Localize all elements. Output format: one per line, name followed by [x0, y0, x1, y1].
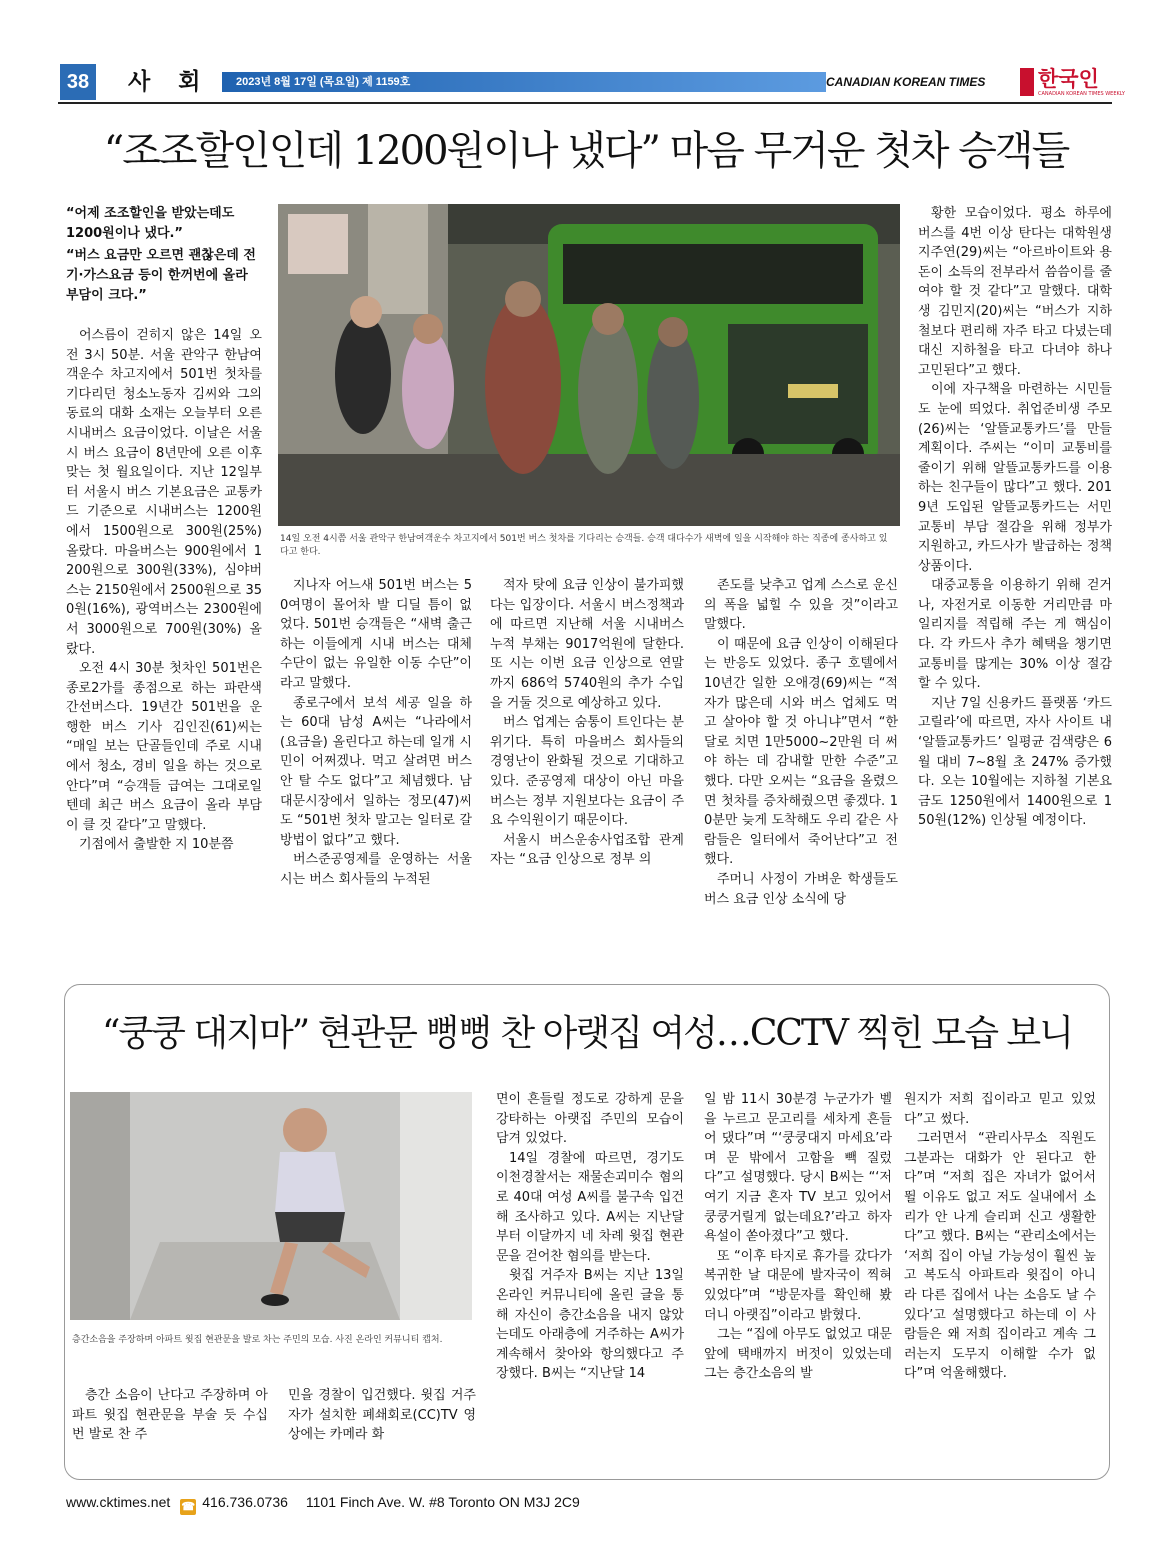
paragraph: 그러면서 “관리사무소 직원도 그분과는 대화가 안 된다고 한다”며 “저희 집은 자녀가 없어서 뛸 이유도 없고 저도 실내에서 소리가 안 나게 슬리퍼 신고 생활한다”고 했다. B씨는 “관리소에서는 ‘저희 집이 아닐 가능성이 훨씬 높고 복도식 아파트라 윗집이 아니라 다른 집에서 나는 소음도 날 수 있다’고 설명했다고 하는데 이 사람들은 왜 저희 집이라고 계속 그러는지 도무지 이해할 수가 없다”며 억울해했다.	[904, 1131, 1096, 1382]
issue-date: 2023년 8월 17일 (목요일) 제 1159호	[236, 76, 411, 88]
logo-text: 한국인	[1038, 67, 1099, 91]
paragraph: 이 때문에 요금 인상이 이해된다는 반응도 있었다. 종구 호텔에서 10년간 일한 오애경(69)씨는 “적자가 많은데 시와 버스 업체도 먹고 살아야 할 것 아니냐”면서 “한달로 치면 1만5000~2만원 더 써야 하는 데 감내할 만한 수준”고 했다. 다만 오씨는 “요금을 올렸으면 첫차를 증차해줬으면 좋겠다. 10분만 늦게 도착해도 우리 같은 사람들은 일터에서 죽어난다”고 전했다.	[704, 636, 898, 868]
paragraph: 지난 7일 신용카드 플랫폼 ‘카드고릴라’에 따르면, 자사 사이트 내 ‘알뜰교통카드’ 일평균 검색량은 6월 대비 7~8월 초 247% 증가했다. 오는 10월에는 지하철 기본요금도 1250원에서 1400원으로 150원(12%) 인상될 예정이다.	[918, 695, 1112, 829]
lead-quote: “어제 조조할인을 받았는데도 1200원이나 냈다.”	[66, 206, 235, 241]
paragraph: 존도를 낮추고 업계 스스로 운신의 폭을 넓힐 수 있을 것”이라고 말했다.	[704, 578, 898, 633]
page-number: 38	[60, 64, 96, 100]
paragraph: 버스준공영제를 운영하는 서울시는 버스 회사들의 누적된	[280, 852, 472, 887]
footer-website[interactable]: www.cktimes.net	[66, 1494, 171, 1510]
article1-headline: “조조할인인데 1200원이나 냈다” 마음 무거운 첫차 승객들	[103, 128, 1069, 174]
footer-address: 1101 Finch Ave. W. #8 Toronto ON M3J 2C9	[305, 1494, 580, 1510]
paragraph: 적자 탓에 요금 인상이 불가피했다는 입장이다. 서울시 버스정책과에 따르면 지난해 서울 시내버스 누적 부채는 9017억원에 달한다. 또 시는 이번 요금 인상으로 연말까지 686억 5740원의 추가 수입을 거둘 것으로 예상하고 있다.	[490, 578, 684, 711]
article1-photo-caption: 14일 오전 4시쯤 서울 관악구 한남여객운수 차고지에서 501번 버스 첫차를 기다리는 승객들. 승객 대다수가 새벽에 일을 시작해야 하는 직종에 종사하고 있다고 한다.	[280, 534, 888, 557]
paragraph: 민을 경찰이 입건했다. 윗집 거주자가 설치한 폐쇄회로(CC)TV 영상에는 카메라 화	[288, 1388, 476, 1443]
article1-column-4	[704, 576, 898, 909]
footer	[66, 1491, 580, 1515]
paragraph: 지나자 어느새 501번 버스는 50여명이 몰어차 발 디딜 틈이 없었다. 501번 승객들은 “새벽 출근하는 이들에게 시내 버스는 대체 수단이 없는 유일한 이동 수단”이라고 말했다.	[280, 578, 472, 691]
cctv-photo	[70, 1092, 472, 1320]
paragraph: 종로구에서 보석 세공 일을 하는 60대 남성 A씨는 “나라에서 (요금을) 올린다고 하는데 일개 시민이 어쩌겠나. 먹고 살려면 버스 안 탈 수도 없다”고 체념했다. 남대문시장에서 일하는 정모(47)씨도 “501번 첫차 말고는 일터로 갈 방법이 없다”고 했다.	[280, 695, 472, 848]
paragraph: 대중교통을 이용하기 위해 걷거나, 자전거로 이동한 거리만큼 마일리지를 적립해 주는 게 핵심이다. 각 카드사 추가 혜택을 챙기면 교통비를 많게는 30% 이상 절감할 수 있다.	[918, 578, 1112, 692]
article1-column-2	[280, 576, 472, 890]
logo-mark	[1020, 68, 1034, 96]
paragraph: 어스름이 걷히지 않은 14일 오전 3시 50분. 서울 관악구 한남여객운수 차고지에서 501번 첫차를 기다리던 청소노동자 김씨와 그의 동료의 대화 소재는 오늘부터 오른 시내버스 요금이었다. 이날은 서울시 버스 요금이 8년만에 오른 이후 맞는 첫 월요일이다. 지난 12일부터 서울시 버스 기본요금은 교통카드 기준으로 시내버스는 1200원에서 1500원으로 300원(25%) 올랐다. 마을버스는 900원에서 1200원으로 300원(33%), 심야버스는 2150원에서 2500원으로 350원(16%), 광역버스는 2300원에서 3000원으로 700원(30%) 올랐다.	[66, 328, 262, 657]
paragraph: 기점에서 출발한 지 10분쯤	[79, 837, 234, 853]
paragraph: 주머니 사정이 가벼운 학생들도 버스 요금 인상 소식에 당	[704, 871, 898, 907]
article2-photo-caption: 층간소음을 주장하며 아파트 윗집 현관문을 발로 차는 주민의 모습. 사진 온라인 커뮤니티 캡처.	[72, 1335, 443, 1345]
paragraph: 또 “이후 타지로 휴가를 갔다가 복귀한 날 대문에 발자국이 찍혀 있었다”며 “방문자를 확인해 봤더니 아랫집”이라고 밝혔다.	[704, 1248, 892, 1323]
article2-column-1	[72, 1386, 268, 1445]
paragraph: 14일 경찰에 따르면, 경기도 이천경찰서는 재물손괴미수 혐의로 40대 여성 A씨를 불구속 입건해 조사하고 있다. A씨는 지난달부터 이달까지 네 차례 윗집 현관문을 걷어찬 혐의를 받는다.	[496, 1150, 684, 1264]
paragraph: 원지가 저희 집이라고 믿고 있었다”고 썼다.	[904, 1092, 1096, 1127]
paragraph: 층간 소음이 난다고 주장하며 아파트 윗집 현관문을 부술 듯 수십 번 발로 찬 주	[72, 1388, 268, 1443]
article1-column-5	[918, 204, 1112, 831]
section-title: 사 회	[128, 69, 211, 95]
article2-headline: “쿵쿵 대지마” 현관문 뻥뻥 찬 아랫집 여성…CCTV 찍힌 모습 보니	[102, 1013, 1072, 1054]
article2-column-4	[704, 1090, 892, 1384]
article2-column-5	[904, 1090, 1096, 1384]
paragraph: 면이 흔들릴 정도로 강하게 문을 강타하는 아랫집 주민의 모습이 담겨 있었다.	[496, 1092, 684, 1147]
paragraph: 황한 모습이었다. 평소 하루에 버스를 4번 이상 탄다는 대학원생 지주연(29)씨는 “아르바이트와 용돈이 소득의 전부라서 씀씀이를 줄여야 할 것 같다”고 말했다. 대학생 김민지(20)씨는 “버스가 지하철보다 편리해 자주 타고 다녔는데 대신 지하철을 타고 다녀야 하나 고민된다”고 했다.	[918, 206, 1112, 378]
paragraph: 윗집 거주자 B씨는 지난 13일 온라인 커뮤니티에 올린 글을 통해 자신이 층간소음을 내지 않았는데도 아래층에 거주하는 A씨가 계속해서 찾아와 항의했다고 주장했다. B씨는 “지난달 14	[496, 1268, 684, 1382]
paragraph: 이에 자구책을 마련하는 시민들도 눈에 띄었다. 취업준비생 주모(26)씨는 ‘알뜰교통카드’를 만들 계획이다. 주씨는 “이미 교통비를 줄이기 위해 알뜰교통카드를 이용하는 친구들이 많다”고 했다. 2019년 도입된 알뜰교통카드는 서민 교통비 부담 절감을 위해 정부가 지원하고, 카드사가 발급하는 정책 상품이다.	[918, 382, 1112, 574]
footer-phone: 416.736.0736	[202, 1494, 288, 1510]
paper-name: CANADIAN KOREAN TIMES	[826, 75, 986, 89]
cctv-illustration	[70, 1092, 472, 1320]
lead-quote: “버스 요금만 오르면 괜찮은데 전기·가스요금 등이 한꺼번에 올라 부담이 크다.”	[66, 248, 256, 303]
article1-column-3	[490, 576, 684, 870]
newspaper-logo	[1020, 66, 1125, 100]
phone-icon: ☎	[181, 1501, 196, 1513]
article1-lead	[66, 204, 262, 308]
header-rule	[58, 102, 1112, 104]
paragraph: 버스 업계는 숨통이 트인다는 분위기다. 특히 마을버스 회사들의 경영난이 완화될 것으로 기대하고 있다. 준공영제 대상이 아닌 마을버스는 정부 지원보다는 요금이 주요 수익원이기 때문이다.	[490, 715, 684, 829]
article2-column-3	[496, 1090, 684, 1384]
bus-stop-illustration	[278, 204, 900, 526]
bus-stop-photo	[278, 204, 900, 526]
article2-column-2	[288, 1386, 476, 1445]
paragraph: 서울시 버스운송사업조합 관계자는 “요금 인상으로 정부 의	[490, 832, 684, 868]
paragraph: 오전 4시 30분 첫차인 501번은 종로2가를 종점으로 하는 파란색 간선버스다. 19년간 501번을 운행한 버스 기사 김인진(61)씨는 “매일 보는 단골들인데 주로 시내에서 청소, 경비 일을 하는 것으로 안다”며 “승객들 급여는 그대로일 텐데 최근 버스 요금이 올라 부담이 클 것 같다”고 말했다.	[66, 661, 262, 833]
paragraph: 그는 “집에 아무도 없었고 대문 앞에 택배까지 버젓이 있었는데 그는 층간소음의 발	[704, 1327, 892, 1382]
paragraph: 일 밤 11시 30분경 누군가가 벨을 누르고 문고리를 세차게 흔들어 댔다”며 “‘쿵쿵대지 마세요’라며 문 밖에서 고함을 빽 질렀다”고 설명했다. 당시 B씨는 “‘저 여기 지금 혼자 TV 보고 있어서 쿵쿵거릴게 없는데요?’라고 하자 욕설이 쏟아졌다”고 했다.	[704, 1092, 892, 1245]
logo-subtext: CANADIAN KOREAN TIMES WEEKLY	[1038, 91, 1125, 97]
article1-column-1	[66, 326, 262, 855]
